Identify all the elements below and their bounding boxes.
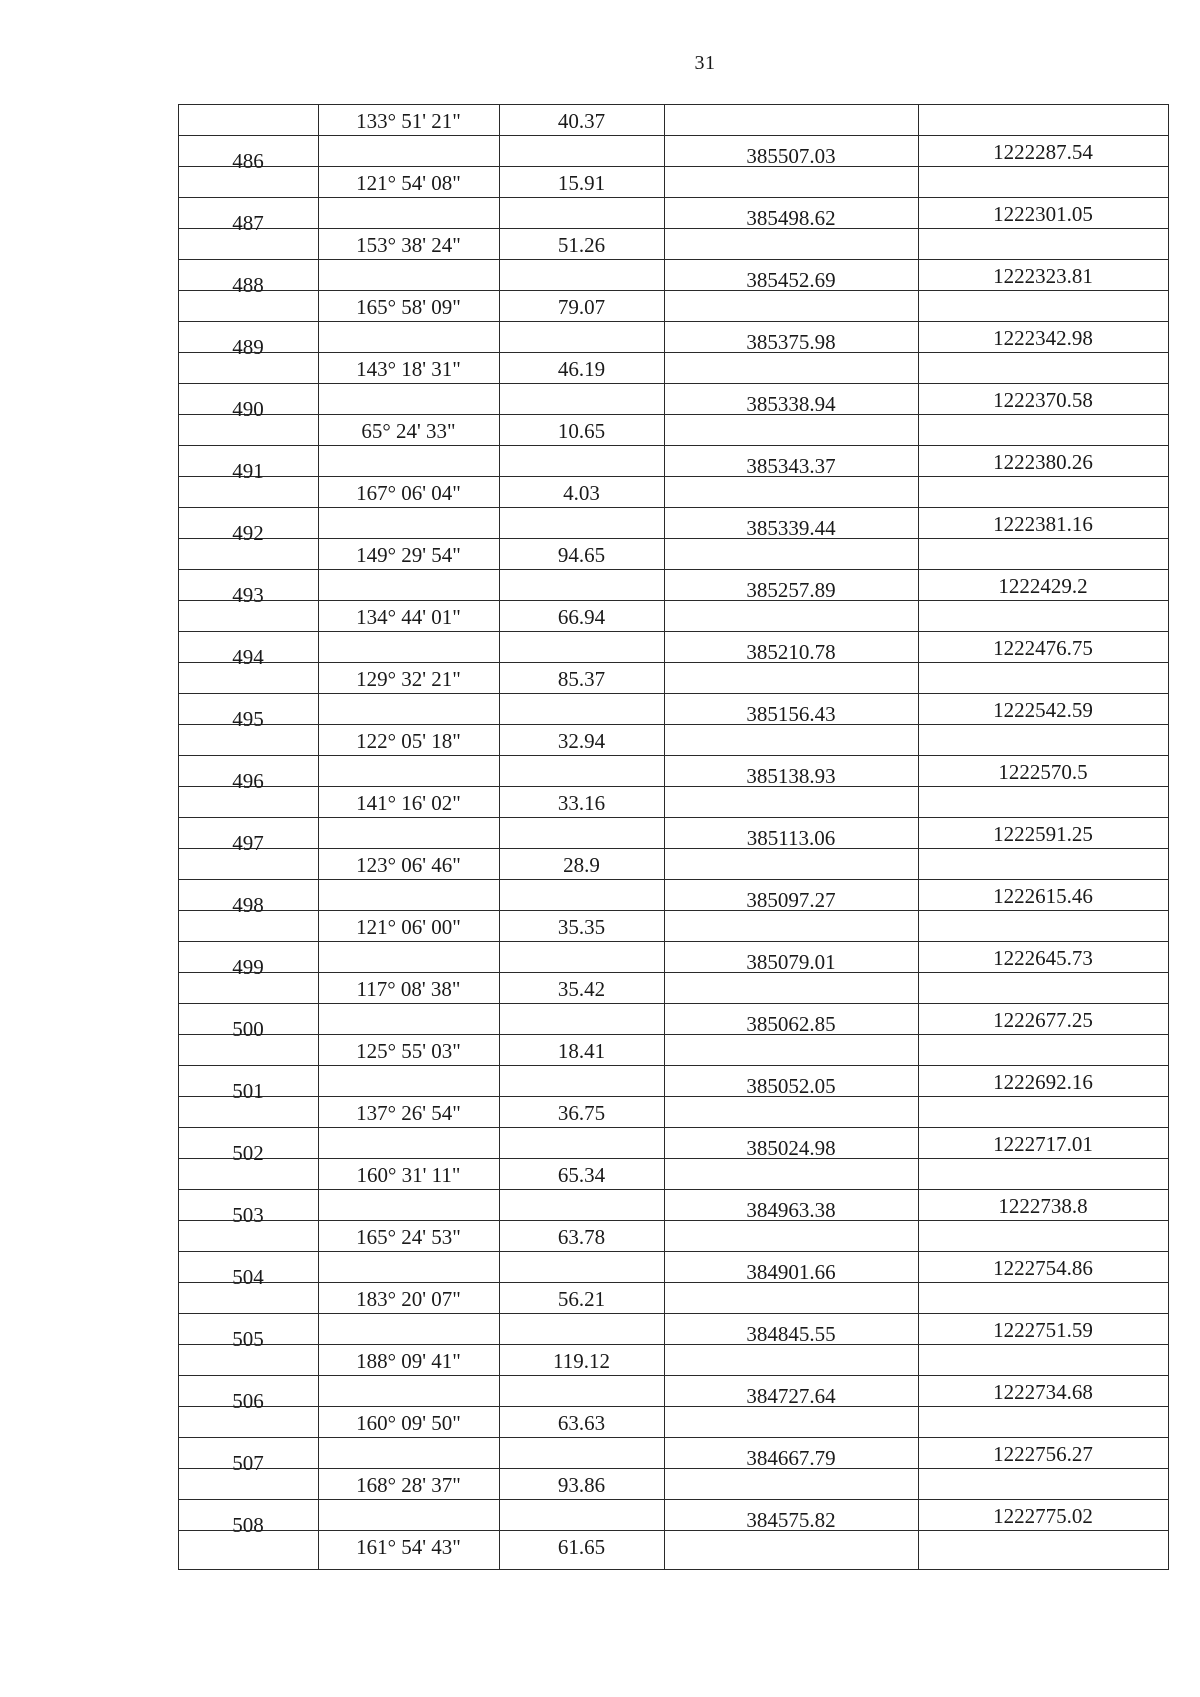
easting-cell: 1222751.59 [993,1318,1093,1342]
bearing-cell: 123° 06' 46" [356,853,461,877]
northing-cell: 385338.94 [746,392,836,416]
bearing-cell: 125° 55' 03" [356,1039,461,1063]
bearing-cell: 141° 16' 02" [356,791,461,815]
distance-cell: 65.34 [557,1163,606,1187]
bearing-cell: 121° 54' 08" [356,171,461,195]
bearing-cell: 165° 58' 09" [356,295,461,319]
bearing-cell: 161° 54' 43" [356,1535,461,1559]
easting-cell: 1222570.5 [998,760,1088,784]
easting-cell: 1222287.54 [993,140,1093,164]
northing-cell: 385343.37 [746,454,836,478]
row-divider [178,879,1168,880]
row-divider [178,1499,1168,1500]
row-divider [178,135,1168,136]
column-divider [1168,104,1169,1570]
bearing-cell: 167° 06' 04" [356,481,461,505]
easting-cell: 1222381.16 [993,512,1093,536]
point-id-cell: 490 [232,397,264,421]
northing-cell: 385257.89 [746,578,836,602]
point-id-cell: 495 [232,707,264,731]
bearing-cell: 143° 18' 31" [356,357,461,381]
bearing-cell: 149° 29' 54" [356,543,461,567]
northing-cell: 384845.55 [746,1322,836,1346]
northing-cell: 385052.05 [746,1074,836,1098]
distance-cell: 63.78 [557,1225,606,1249]
distance-cell: 85.37 [557,667,606,691]
row-divider [178,507,1168,508]
northing-cell: 384575.82 [746,1508,836,1532]
row-divider [178,693,1168,694]
easting-cell: 1222645.73 [993,946,1093,970]
easting-cell: 1222734.68 [993,1380,1093,1404]
distance-cell: 93.86 [557,1473,606,1497]
bearing-cell: 134° 44' 01" [356,605,461,629]
bearing-cell: 160° 31' 11" [356,1163,461,1187]
point-id-cell: 503 [232,1203,264,1227]
easting-cell: 1222591.25 [993,822,1093,846]
row-divider [178,197,1168,198]
northing-cell: 385452.69 [746,268,836,292]
easting-cell: 1222738.8 [998,1194,1088,1218]
point-id-cell: 507 [232,1451,264,1475]
survey-table [178,104,1168,1570]
easting-cell: 1222775.02 [993,1504,1093,1528]
point-id-cell: 504 [232,1265,264,1289]
distance-cell: 35.35 [557,915,606,939]
point-id-cell: 498 [232,893,264,917]
row-divider [178,1189,1168,1190]
row-divider [178,817,1168,818]
point-id-cell: 487 [232,211,264,235]
point-id-cell: 493 [232,583,264,607]
easting-cell: 1222615.46 [993,884,1093,908]
northing-cell: 385079.01 [746,950,836,974]
easting-cell: 1222429.2 [998,574,1088,598]
row-divider [178,1437,1168,1438]
distance-cell: 33.16 [557,791,606,815]
row-divider [178,631,1168,632]
easting-cell: 1222542.59 [993,698,1093,722]
northing-cell: 385156.43 [746,702,836,726]
page-number: 31 [694,52,716,74]
bearing-cell: 122° 05' 18" [356,729,461,753]
point-id-cell: 508 [232,1513,264,1537]
distance-cell: 18.41 [557,1039,606,1063]
row-divider [178,755,1168,756]
row-divider [178,445,1168,446]
distance-cell: 94.65 [557,543,606,567]
point-id-cell: 494 [232,645,264,669]
northing-cell: 384901.66 [746,1260,836,1284]
bearing-cell: 168° 28' 37" [356,1473,461,1497]
easting-cell: 1222301.05 [993,202,1093,226]
row-divider [178,1003,1168,1004]
point-id-cell: 491 [232,459,264,483]
easting-cell: 1222717.01 [993,1132,1093,1156]
point-id-cell: 496 [232,769,264,793]
row-divider [178,1065,1168,1066]
northing-cell: 384667.79 [746,1446,836,1470]
easting-cell: 1222323.81 [993,264,1093,288]
distance-cell: 40.37 [557,109,606,133]
distance-cell: 79.07 [557,295,606,319]
bearing-cell: 153° 38' 24" [356,233,461,257]
bearing-cell: 188° 09' 41" [356,1349,461,1373]
bearing-cell: 65° 24' 33" [361,419,456,443]
easting-cell: 1222370.58 [993,388,1093,412]
point-id-cell: 486 [232,149,264,173]
northing-cell: 385375.98 [746,330,836,354]
northing-cell: 384963.38 [746,1198,836,1222]
easting-cell: 1222756.27 [993,1442,1093,1466]
northing-cell: 385498.62 [746,206,836,230]
point-id-cell: 500 [232,1017,264,1041]
distance-cell: 56.21 [557,1287,606,1311]
northing-cell: 385507.03 [746,144,836,168]
distance-cell: 63.63 [557,1411,606,1435]
easting-cell: 1222380.26 [993,450,1093,474]
distance-cell: 46.19 [557,357,606,381]
bearing-cell: 183° 20' 07" [356,1287,461,1311]
distance-cell: 4.03 [563,481,600,505]
northing-cell: 385097.27 [746,888,836,912]
row-divider [178,104,1168,105]
point-id-cell: 501 [232,1079,264,1103]
point-id-cell: 502 [232,1141,264,1165]
row-divider [178,941,1168,942]
bearing-cell: 137° 26' 54" [356,1101,461,1125]
bearing-cell: 129° 32' 21" [356,667,461,691]
bearing-cell: 165° 24' 53" [356,1225,461,1249]
bearing-cell: 117° 08' 38" [356,977,461,1001]
distance-cell: 51.26 [557,233,606,257]
row-divider [178,569,1168,570]
easting-cell: 1222754.86 [993,1256,1093,1280]
point-id-cell: 506 [232,1389,264,1413]
bearing-cell: 160° 09' 50" [356,1411,461,1435]
row-divider [178,321,1168,322]
row-divider [178,1569,1168,1570]
row-divider [178,1313,1168,1314]
point-id-cell: 492 [232,521,264,545]
northing-cell: 384727.64 [746,1384,836,1408]
easting-cell: 1222692.16 [993,1070,1093,1094]
row-divider [178,259,1168,260]
row-divider [178,1251,1168,1252]
easting-cell: 1222476.75 [993,636,1093,660]
point-id-cell: 499 [232,955,264,979]
row-divider [178,1127,1168,1128]
point-id-cell: 497 [232,831,264,855]
distance-cell: 61.65 [557,1535,606,1559]
northing-cell: 385062.85 [746,1012,836,1036]
distance-cell: 66.94 [557,605,606,629]
point-id-cell: 505 [232,1327,264,1351]
bearing-cell: 121° 06' 00" [356,915,461,939]
northing-cell: 385339.44 [746,516,836,540]
row-divider [178,383,1168,384]
distance-cell: 35.42 [557,977,606,1001]
point-id-cell: 488 [232,273,264,297]
distance-cell: 32.94 [557,729,606,753]
row-divider [178,1375,1168,1376]
northing-cell: 385138.93 [746,764,836,788]
distance-cell: 10.65 [557,419,606,443]
bearing-cell: 133° 51' 21" [356,109,461,133]
northing-cell: 385024.98 [746,1136,836,1160]
distance-cell: 119.12 [553,1349,610,1373]
easting-cell: 1222342.98 [993,326,1093,350]
easting-cell: 1222677.25 [993,1008,1093,1032]
distance-cell: 36.75 [557,1101,606,1125]
northing-cell: 385210.78 [746,640,836,664]
distance-cell: 15.91 [557,171,606,195]
point-id-cell: 489 [232,335,264,359]
northing-cell: 385113.06 [746,826,836,850]
distance-cell: 28.9 [563,853,600,877]
